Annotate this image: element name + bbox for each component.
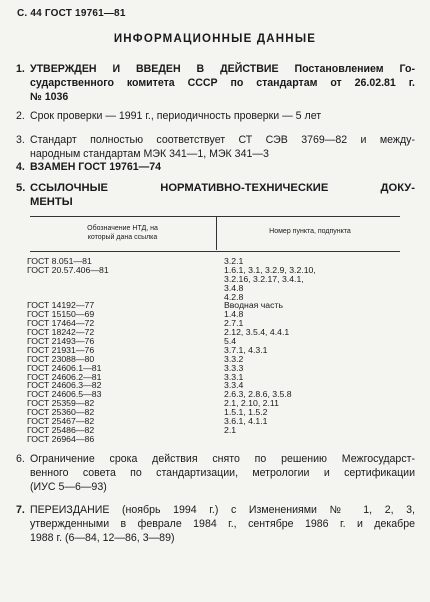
item-text-line: № 1036 — [30, 91, 69, 103]
document-designation: ГОСТ 20.57.406—81 — [27, 264, 109, 275]
item-text-line: ВЗАМЕН ГОСТ 19761—74 — [30, 161, 162, 173]
item-text-line: МЕНТЫ — [30, 196, 73, 208]
item-text-line: народным стандартам МЭК 341—1, МЭК 341—3 — [30, 148, 269, 160]
table-row — [27, 264, 400, 275]
document-designation: ГОСТ 17464—72 — [27, 318, 95, 329]
document-designation: ГОСТ 14192—77 — [27, 300, 95, 311]
table-body — [27, 256, 400, 444]
document-designation: ГОСТ 24606.1—81 — [27, 362, 102, 373]
column-header-document: Обозначение НТД, на который дана ссылка — [87, 225, 158, 241]
item-text-line: УТВЕРЖДЕН И ВВЕДЕН В ДЕЙСТВИЕ Постановлением Го- — [30, 63, 415, 75]
referenced-points: 2.1, 2.10, 2.11 — [224, 398, 279, 409]
document-designation: ГОСТ 21493—76 — [27, 336, 95, 347]
references-table — [27, 216, 400, 444]
item-number: 3. — [16, 134, 25, 146]
referenced-points: 3.4.8 — [224, 282, 244, 293]
item-number: 2. — [16, 110, 25, 122]
referenced-points: 3.3.4 — [224, 380, 244, 391]
document-designation: ГОСТ 18242—72 — [27, 327, 95, 338]
referenced-points: 2.12, 3.5.4, 4.4.1 — [224, 327, 290, 338]
item-number: 4. — [16, 161, 25, 173]
referenced-points: 3.2.1 — [224, 256, 244, 266]
document-designation: ГОСТ 24606.5—83 — [27, 389, 102, 400]
referenced-points: 2.1 — [224, 424, 237, 435]
referenced-points: 3.3.2 — [224, 353, 244, 364]
info-item-4 — [16, 160, 415, 174]
item-text-line: Стандарт полностью соответствует СТ СЭВ 3769—82 и между- — [30, 134, 415, 146]
referenced-points: 2.7.1 — [224, 318, 244, 329]
info-item-1 — [16, 62, 415, 104]
referenced-points: 3.6.1, 4.1.1 — [224, 416, 268, 427]
item-number: 7. — [16, 504, 25, 516]
item-text-line: Срок проверки — 1991 г., периодичность проверки — 5 лет — [30, 110, 322, 122]
document-designation: ГОСТ 25486—82 — [27, 424, 95, 435]
referenced-points: 3.7.1, 4.3.1 — [224, 344, 268, 355]
item-text-line: ССЫЛОЧНЫЕ НОРМАТИВНО-ТЕХНИЧЕСКИЕ ДОКУ- — [30, 182, 415, 194]
referenced-points: 5.4 — [224, 336, 237, 347]
document-designation: ГОСТ 25360—82 — [27, 407, 95, 418]
info-item-7 — [16, 503, 415, 545]
table-header — [30, 216, 400, 252]
item-text-line: Ограничение срока действия снято по решению Межгосударст- — [30, 453, 415, 465]
document-designation: ГОСТ 25467—82 — [27, 416, 95, 427]
referenced-points: 3.2.16, 3.2.17, 3.4.1, — [224, 273, 304, 284]
item-text-line: 1988 г. (6—84, 12—86, 3—89) — [30, 532, 175, 544]
table-row — [30, 275, 400, 284]
document-designation: ГОСТ 23088—80 — [27, 353, 95, 364]
info-item-5 — [16, 181, 415, 209]
referenced-points: 1.4.8 — [224, 309, 244, 320]
item-text-line: (ИУС 5—6—93) — [30, 481, 107, 493]
item-number: 5. — [16, 182, 26, 194]
document-designation: ГОСТ 25359—82 — [27, 398, 95, 409]
referenced-points: 3.3.1 — [224, 371, 244, 382]
item-number: 1. — [16, 63, 25, 75]
page-header: С. 44 ГОСТ 19761—81 — [17, 8, 126, 19]
column-header-points: Номер пункта, подпункта — [269, 228, 351, 235]
info-item-2 — [16, 109, 415, 123]
document-designation: ГОСТ 21931—76 — [27, 344, 95, 355]
referenced-points: 1.5.1, 1.5.2 — [224, 407, 268, 418]
page-title: ИНФОРМАЦИОННЫЕ ДАННЫЕ — [113, 33, 317, 45]
table-row — [27, 433, 400, 444]
item-text-line: сударственного комитета СССР по стандартам от 26.02.81 г. — [30, 77, 415, 89]
item-text-line: венного совета по стандартизации, метрологии и сертификации — [30, 467, 415, 479]
document-designation: ГОСТ 24606.3—82 — [27, 380, 102, 391]
item-text-line: ПЕРЕИЗДАНИЕ (ноябрь 1994 г.) с Изменениями № 1, 2, 3, — [30, 504, 415, 516]
referenced-points: 3.3.3 — [224, 362, 244, 373]
document-designation: ГОСТ 26964—86 — [27, 433, 95, 444]
table-row — [30, 284, 400, 293]
referenced-points: 1.6.1, 3.1, 3.2.9, 3.2.10, — [224, 264, 316, 275]
referenced-points: 4.2.8 — [224, 291, 244, 302]
document-designation: ГОСТ 8.051—81 — [27, 256, 92, 266]
info-item-6 — [16, 452, 415, 494]
info-item-3 — [16, 133, 415, 161]
item-number: 6. — [16, 453, 25, 465]
column-divider — [216, 217, 217, 250]
item-text-line: утвержденными в феврале 1984 г., сентябре 1986 г. и декабре — [30, 518, 415, 530]
document-designation: ГОСТ 15150—69 — [27, 309, 95, 320]
document-designation: ГОСТ 24606.2—81 — [27, 371, 102, 382]
referenced-points: 2.6.3, 2.8.6, 3.5.8 — [224, 389, 292, 400]
referenced-points: Вводная часть — [224, 300, 283, 311]
